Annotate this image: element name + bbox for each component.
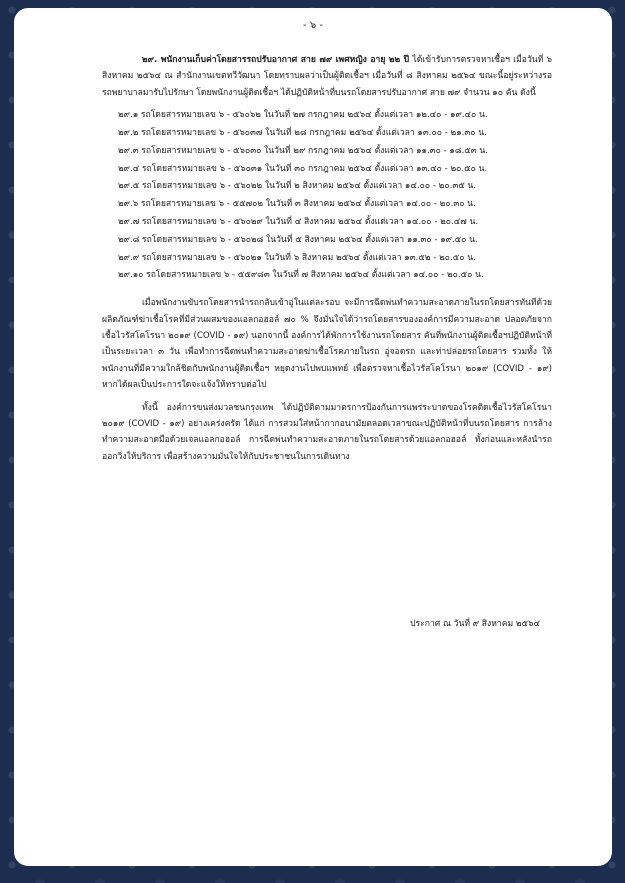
bus-list	[102, 107, 552, 285]
list-item: ๒๙.๑ รถโดยสารหมายเลข ๖ - ๕๖๐๖๒ ในวันที่ ๒๗ กรกฎาคม ๒๕๖๔ ตั้งแต่เวลา ๑๒.๔๐ - ๑๙.๔๐ น.	[118, 110, 488, 121]
announcement-date: ประกาศ ณ วันที่ ๙ สิงหาคม ๒๕๖๔	[410, 619, 540, 629]
list-item: ๒๙.๔ รถโดยสารหมายเลข ๖ - ๕๖๐๓๑ ในวันที่ ๓๐ กรกฎาคม ๒๕๖๔ ตั้งแต่เวลา ๑๓.๔๐ - ๒๐.๕๐ น.	[118, 163, 488, 174]
list-item: ๒๙.๖ รถโดยสารหมายเลข ๖ - ๕๕๗๐๒ ในวันที่ ๓ สิงหาคม ๒๕๖๔ ตั้งแต่เวลา ๑๔.๐๐ - ๒๐.๓๐ น.	[118, 199, 476, 210]
page-number: - ๖ -	[303, 20, 323, 31]
list-item: ๒๙.๙ รถโดยสารหมายเลข ๖ - ๕๖๐๒๑ ในวันที่ ๖ สิงหาคม ๒๕๖๔ ตั้งแต่เวลา ๑๓.๕๒ - ๒๐.๕๐ น.	[118, 252, 476, 263]
list-item: ๒๙.๘ รถโดยสารหมายเลข ๖ - ๕๖๐๒๘ ในวันที่ ๕ สิงหาคม ๒๕๖๔ ตั้งแต่เวลา ๑๑.๓๐ - ๑๙.๕๐ น.	[118, 234, 478, 245]
case-body: ได้เข้ารับการตรวจหาเชื้อฯ เมื่อวันที่ ๖ สิงหาคม ๒๕๖๔ ณ สำนักงานเขตทวีวัฒนา โดยทราบผลว่าเป็นผู้ติดเชื้อฯ เมื่อวันที่ ๘ สิงหาคม ๒๕๖๔ ขณะนี้อยู่ระหว่างรอรถพยาบาลมารับไปรักษา โดยพนักงานผู้ติดเชื้อฯ ได้ปฏิบัติหน้าที่บนรถโดยสารปรับอากาศ สาย ๗๙ จำนวน ๑๐ คัน ดังนี้	[102, 55, 553, 98]
cleaning-paragraph: เมื่อพนักงานขับรถโดยสารนำรถกลับเข้าอู่ในแต่ละรอบ จะมีการฉีดพ่นทำความสะอาดภายในรถโดยสารทันทีด้วยผลิตภัณฑ์ฆ่าเชื้อโรคที่มีส่วนผสมของแอลกอฮอล์ ๗๐ % จึงมั่นใจได้ว่ารถโดยสารขององค์การมีความสะอาด ปลอดภัยจากเชื้อไวรัสโคโรนา ๒๐๑๙ (COVID - ๑๙) นอกจากนี้ องค์การได้พักการใช้งานรถโดยสาร คันที่พนักงานผู้ติดเชื้อฯปฏิบัติหน้าที่ เป็นระยะเวลา ๓ วัน เพื่อทำการฉีดพ่นทำความสะอาดฆ่าเชื้อโรคภายในรถ อู่จอดรถ และท่าปล่อยรถโดยสาร รวมทั้ง ให้พนักงานที่มีความใกล้ชิดกับพนักงานผู้ติดเชื้อฯ หยุดงานไปพบแพทย์ เพื่อตรวจหาเชื้อไวรัสโคโรนา ๒๐๑๙ (COVID - ๑๙) หากได้ผลเป็นประการใดจะแจ้งให้ทราบต่อไป	[102, 298, 552, 391]
list-item: ๒๙.๕ รถโดยสารหมายเลข ๖ - ๕๖๐๒๒ ในวันที่ ๒ สิงหาคม ๒๕๖๔ ตั้งแต่เวลา ๑๔.๐๐ - ๒๐.๓๕ น.	[118, 181, 477, 192]
measures-paragraph: ทั้งนี้ องค์การขนส่งมวลชนกรุงเทพ ได้ปฏิบัติตามมาตรการป้องกันการแพร่ระบาดของโรคติดเชื้อไวรัสโคโรนา ๒๐๑๙ (COVID - ๑๙) อย่างเคร่งครัด ได้แก่ การสวมใส่หน้ากากอนามัยตลอดเวลาขณะปฏิบัติหน้าที่บนรถโดยสาร การล้างทำความสะอาดมือด้วยเจลแอลกอฮอล์ การฉีดพ่นทำความสะอาดภายในรถโดยสารด้วยแอลกอฮอล์ ทั้งก่อนและหลังนำรถออกวิ่งให้บริการ เพื่อสร้างความมั่นใจให้กับประชาชนในการเดินทาง	[102, 402, 552, 462]
list-item: ๒๙.๒ รถโดยสารหมายเลข ๖ - ๕๖๐๓๗ ในวันที่ ๒๘ กรกฎาคม ๒๕๖๔ ตั้งแต่เวลา ๑๓.๐๐ - ๒๑.๓๐ น.	[118, 128, 487, 139]
list-item: ๒๙.๑๐ รถโดยสารหมายเลข ๖ - ๕๕๙๘๓ ในวันที่ ๗ สิงหาคม ๒๕๖๔ ตั้งแต่เวลา ๑๔.๐๐ - ๒๐.๕๐ น.	[118, 270, 484, 281]
document-page	[14, 8, 612, 866]
list-item: ๒๙.๗ รถโดยสารหมายเลข ๖ - ๕๖๐๒๙ ในวันที่ ๔ สิงหาคม ๒๕๖๔ ตั้งแต่เวลา ๑๔.๐๐ - ๒๐.๔๗ น.	[118, 217, 479, 227]
document-body	[102, 52, 552, 471]
case-heading: ๒๙. พนักงานเก็บค่าโดยสารรถปรับอากาศ สาย ๗๙ เพศหญิง อายุ ๒๒ ปี	[142, 55, 410, 65]
case-paragraph	[102, 52, 552, 101]
list-item: ๒๙.๓ รถโดยสารหมายเลข ๖ - ๕๖๐๓๐ ในวันที่ ๒๙ กรกฎาคม ๒๕๖๔ ตั้งแต่เวลา ๑๑.๓๐ - ๑๘.๕๓ น.	[118, 145, 488, 156]
